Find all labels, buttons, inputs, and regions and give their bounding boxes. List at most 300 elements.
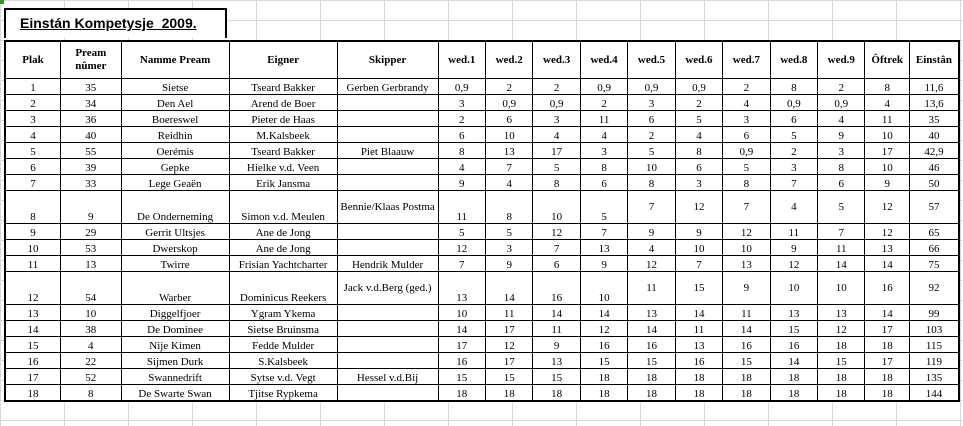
table-cell[interactable]: 11 — [533, 321, 580, 337]
table-cell[interactable]: 15 — [533, 369, 580, 385]
table-cell[interactable]: 17 — [485, 353, 532, 369]
table-cell[interactable]: 7 — [580, 224, 627, 240]
table-cell[interactable]: 135 — [909, 369, 959, 385]
table-cell[interactable]: 12 — [675, 191, 722, 224]
table-cell[interactable]: 12 — [438, 240, 485, 256]
table-cell[interactable] — [337, 353, 438, 369]
table-cell[interactable]: Bennie/Klaas Postma — [337, 191, 438, 224]
table-cell[interactable]: 11 — [628, 272, 675, 305]
table-cell[interactable]: 5 — [533, 159, 580, 175]
table-cell[interactable]: 4 — [533, 127, 580, 143]
table-cell[interactable]: 13 — [533, 353, 580, 369]
table-cell[interactable]: 4 — [723, 95, 770, 111]
table-cell[interactable]: 15 — [580, 353, 627, 369]
table-cell[interactable]: 4 — [5, 127, 61, 143]
column-header[interactable]: Eigner — [229, 41, 337, 79]
table-cell[interactable]: 7 — [485, 159, 532, 175]
table-cell[interactable]: 17 — [865, 353, 909, 369]
table-cell[interactable]: 10 — [628, 159, 675, 175]
column-header[interactable]: wed.9 — [818, 41, 865, 79]
table-cell[interactable]: 11 — [485, 305, 532, 321]
table-cell[interactable]: Sietse — [121, 79, 229, 95]
table-cell[interactable]: 12 — [485, 337, 532, 353]
column-header[interactable]: Plak — [5, 41, 61, 79]
table-cell[interactable]: 6 — [485, 111, 532, 127]
table-cell[interactable]: 3 — [628, 95, 675, 111]
table-cell[interactable]: 2 — [770, 143, 817, 159]
column-header[interactable]: wed.4 — [580, 41, 627, 79]
table-cell[interactable]: 18 — [865, 385, 909, 402]
table-cell[interactable]: 18 — [818, 385, 865, 402]
table-cell[interactable]: 14 — [818, 256, 865, 272]
table-cell[interactable]: 11 — [770, 224, 817, 240]
column-header[interactable]: wed.7 — [723, 41, 770, 79]
table-cell[interactable]: 35 — [909, 111, 959, 127]
table-cell[interactable]: 38 — [61, 321, 122, 337]
table-cell[interactable]: 10 — [865, 127, 909, 143]
table-cell[interactable]: Hielke v.d. Veen — [229, 159, 337, 175]
table-cell[interactable]: 12 — [628, 256, 675, 272]
table-cell[interactable]: 35 — [61, 79, 122, 95]
table-cell[interactable]: 7 — [723, 191, 770, 224]
table-cell[interactable]: 9 — [438, 175, 485, 191]
table-cell[interactable]: 0,9 — [533, 95, 580, 111]
table-cell[interactable]: 22 — [61, 353, 122, 369]
table-cell[interactable]: 16 — [770, 337, 817, 353]
table-cell[interactable]: 17 — [865, 143, 909, 159]
table-cell[interactable]: 12 — [533, 224, 580, 240]
table-cell[interactable]: 1 — [5, 79, 61, 95]
table-cell[interactable]: De Onderneming — [121, 191, 229, 224]
table-cell[interactable]: 12 — [865, 224, 909, 240]
column-header[interactable]: wed.1 — [438, 41, 485, 79]
table-cell[interactable]: 18 — [770, 385, 817, 402]
table-cell[interactable]: 16 — [533, 272, 580, 305]
table-cell[interactable]: 18 — [628, 385, 675, 402]
table-cell[interactable]: 18 — [818, 337, 865, 353]
table-cell[interactable]: 8 — [61, 385, 122, 402]
table-cell[interactable]: 66 — [909, 240, 959, 256]
table-cell[interactable]: 14 — [580, 305, 627, 321]
table-cell[interactable] — [337, 175, 438, 191]
column-header[interactable]: wed.8 — [770, 41, 817, 79]
column-header[interactable]: Ôftrek — [865, 41, 909, 79]
table-cell[interactable]: 7 — [5, 175, 61, 191]
column-header[interactable]: wed.2 — [485, 41, 532, 79]
table-cell[interactable]: 15 — [723, 353, 770, 369]
table-cell[interactable]: 9 — [628, 224, 675, 240]
table-cell[interactable]: 13 — [865, 240, 909, 256]
table-cell[interactable]: 8 — [770, 79, 817, 95]
table-cell[interactable]: 15 — [628, 353, 675, 369]
table-cell[interactable]: 4 — [485, 175, 532, 191]
table-cell[interactable]: 7 — [818, 224, 865, 240]
table-cell[interactable]: 18 — [580, 385, 627, 402]
table-cell[interactable]: 5 — [5, 143, 61, 159]
table-cell[interactable]: 14 — [865, 305, 909, 321]
table-cell[interactable]: 0,9 — [770, 95, 817, 111]
table-cell[interactable]: 18 — [723, 385, 770, 402]
table-cell[interactable]: 14 — [723, 321, 770, 337]
table-cell[interactable]: 17 — [438, 337, 485, 353]
table-cell[interactable]: 16 — [675, 353, 722, 369]
table-cell[interactable]: 9 — [580, 256, 627, 272]
table-cell[interactable]: Frisian Yachtcharter — [229, 256, 337, 272]
table-cell[interactable]: 13 — [675, 337, 722, 353]
table-cell[interactable]: 6 — [770, 111, 817, 127]
table-cell[interactable]: Tseard Bakker — [229, 79, 337, 95]
table-cell[interactable] — [337, 95, 438, 111]
table-cell[interactable] — [337, 321, 438, 337]
table-cell[interactable]: 2 — [485, 79, 532, 95]
table-cell[interactable]: 10 — [580, 272, 627, 305]
table-cell[interactable]: 8 — [5, 191, 61, 224]
table-cell[interactable]: Diggelfjoer — [121, 305, 229, 321]
table-cell[interactable]: 2 — [5, 95, 61, 111]
table-cell[interactable]: 9 — [485, 256, 532, 272]
table-cell[interactable] — [337, 337, 438, 353]
table-cell[interactable]: 46 — [909, 159, 959, 175]
table-cell[interactable]: 9 — [770, 240, 817, 256]
table-cell[interactable]: 18 — [438, 385, 485, 402]
table-cell[interactable]: 3 — [723, 111, 770, 127]
table-cell[interactable]: 13 — [5, 305, 61, 321]
table-cell[interactable]: 40 — [61, 127, 122, 143]
table-cell[interactable]: 14 — [438, 321, 485, 337]
table-cell[interactable]: 10 — [61, 305, 122, 321]
table-cell[interactable]: 11 — [723, 305, 770, 321]
table-cell[interactable]: Dominicus Reekers — [229, 272, 337, 305]
table-cell[interactable]: 12 — [865, 191, 909, 224]
table-cell[interactable]: 10 — [723, 240, 770, 256]
table-cell[interactable]: 11 — [675, 321, 722, 337]
table-cell[interactable]: 14 — [675, 305, 722, 321]
table-cell[interactable]: 13 — [723, 256, 770, 272]
table-cell[interactable]: 16 — [723, 337, 770, 353]
table-cell[interactable]: 15 — [485, 369, 532, 385]
table-cell[interactable]: 5 — [485, 224, 532, 240]
table-cell[interactable]: 13,6 — [909, 95, 959, 111]
table-cell[interactable]: Swannedrift — [121, 369, 229, 385]
table-cell[interactable]: 4 — [675, 127, 722, 143]
table-cell[interactable]: Sietse Bruinsma — [229, 321, 337, 337]
table-cell[interactable]: 75 — [909, 256, 959, 272]
table-cell[interactable]: 5 — [675, 111, 722, 127]
table-cell[interactable]: 4 — [628, 240, 675, 256]
table-cell[interactable]: 42,9 — [909, 143, 959, 159]
table-cell[interactable]: 18 — [580, 369, 627, 385]
table-cell[interactable]: 115 — [909, 337, 959, 353]
table-cell[interactable]: 12 — [723, 224, 770, 240]
table-cell[interactable]: 11 — [5, 256, 61, 272]
table-cell[interactable]: 7 — [628, 191, 675, 224]
table-cell[interactable]: 0,9 — [818, 95, 865, 111]
column-header[interactable]: Skipper — [337, 41, 438, 79]
table-cell[interactable]: 10 — [5, 240, 61, 256]
table-cell[interactable]: 12 — [5, 272, 61, 305]
table-cell[interactable]: 5 — [438, 224, 485, 240]
table-cell[interactable] — [337, 127, 438, 143]
table-cell[interactable]: 14 — [865, 256, 909, 272]
table-cell[interactable]: 5 — [628, 143, 675, 159]
table-cell[interactable]: 13 — [580, 240, 627, 256]
table-cell[interactable]: 9 — [723, 272, 770, 305]
table-cell[interactable]: 92 — [909, 272, 959, 305]
table-cell[interactable] — [337, 305, 438, 321]
table-cell[interactable]: 8 — [818, 159, 865, 175]
table-cell[interactable]: 11 — [580, 111, 627, 127]
table-cell[interactable]: 0,9 — [580, 79, 627, 95]
table-cell[interactable]: 18 — [723, 369, 770, 385]
table-cell[interactable]: 16 — [438, 353, 485, 369]
table-cell[interactable]: 7 — [438, 256, 485, 272]
table-cell[interactable]: 8 — [580, 159, 627, 175]
table-cell[interactable]: 40 — [909, 127, 959, 143]
table-cell[interactable]: Warber — [121, 272, 229, 305]
table-cell[interactable]: 14 — [770, 353, 817, 369]
table-cell[interactable]: 8 — [628, 175, 675, 191]
table-cell[interactable]: Twirre — [121, 256, 229, 272]
column-header[interactable]: wed.3 — [533, 41, 580, 79]
column-header[interactable]: Namme Pream — [121, 41, 229, 79]
table-cell[interactable]: 17 — [865, 321, 909, 337]
title-cell[interactable] — [4, 8, 227, 38]
table-cell[interactable]: 4 — [818, 111, 865, 127]
table-cell[interactable]: 13 — [485, 143, 532, 159]
table-cell[interactable] — [337, 159, 438, 175]
table-cell[interactable]: 2 — [580, 95, 627, 111]
table-cell[interactable]: 4 — [770, 191, 817, 224]
table-cell[interactable]: 12 — [818, 321, 865, 337]
table-cell[interactable] — [337, 385, 438, 402]
table-cell[interactable]: 8 — [723, 175, 770, 191]
table-cell[interactable]: 7 — [675, 256, 722, 272]
table-cell[interactable]: 9 — [818, 127, 865, 143]
column-header[interactable]: wed.5 — [628, 41, 675, 79]
table-cell[interactable]: M.Kalsbeek — [229, 127, 337, 143]
table-cell[interactable]: 18 — [818, 369, 865, 385]
table-cell[interactable]: 13 — [770, 305, 817, 321]
table-cell[interactable]: 6 — [675, 159, 722, 175]
table-cell[interactable]: 10 — [438, 305, 485, 321]
table-cell[interactable]: 11 — [438, 191, 485, 224]
table-cell[interactable]: 14 — [628, 321, 675, 337]
table-cell[interactable]: 4 — [580, 127, 627, 143]
table-cell[interactable]: Gerben Gerbrandy — [337, 79, 438, 95]
table-cell[interactable]: De Swarte Swan — [121, 385, 229, 402]
table-cell[interactable]: Reidhin — [121, 127, 229, 143]
table-cell[interactable]: 34 — [61, 95, 122, 111]
table-cell[interactable]: 9 — [5, 224, 61, 240]
table-cell[interactable]: Tseard Bakker — [229, 143, 337, 159]
table-cell[interactable]: 5 — [580, 191, 627, 224]
table-cell[interactable]: 16 — [5, 353, 61, 369]
table-cell[interactable]: 4 — [438, 159, 485, 175]
table-cell[interactable]: 3 — [580, 143, 627, 159]
table-cell[interactable]: 11 — [818, 240, 865, 256]
table-cell[interactable]: 4 — [865, 95, 909, 111]
table-cell[interactable]: Oerémis — [121, 143, 229, 159]
table-cell[interactable]: 54 — [61, 272, 122, 305]
table-cell[interactable]: 6 — [438, 127, 485, 143]
table-cell[interactable]: 65 — [909, 224, 959, 240]
table-cell[interactable]: 6 — [533, 256, 580, 272]
table-cell[interactable]: 144 — [909, 385, 959, 402]
table-cell[interactable]: 7 — [770, 175, 817, 191]
table-cell[interactable]: 16 — [865, 272, 909, 305]
table-cell[interactable]: 6 — [818, 175, 865, 191]
table-cell[interactable]: Lege Geaën — [121, 175, 229, 191]
table-cell[interactable]: 18 — [628, 369, 675, 385]
table-cell[interactable]: 6 — [628, 111, 675, 127]
table-cell[interactable]: 10 — [485, 127, 532, 143]
table-cell[interactable]: 15 — [675, 272, 722, 305]
table-cell[interactable]: 16 — [580, 337, 627, 353]
table-cell[interactable]: 10 — [675, 240, 722, 256]
table-cell[interactable]: 2 — [818, 79, 865, 95]
table-cell[interactable] — [337, 111, 438, 127]
table-cell[interactable]: 6 — [723, 127, 770, 143]
table-cell[interactable]: 9 — [533, 337, 580, 353]
table-cell[interactable]: 0,9 — [628, 79, 675, 95]
table-cell[interactable]: 11 — [865, 111, 909, 127]
table-cell[interactable]: Den Ael — [121, 95, 229, 111]
table-cell[interactable]: Fedde Mulder — [229, 337, 337, 353]
table-cell[interactable]: 18 — [865, 369, 909, 385]
table-cell[interactable]: 13 — [438, 272, 485, 305]
table-cell[interactable]: 0,9 — [438, 79, 485, 95]
table-cell[interactable]: 9 — [865, 175, 909, 191]
table-cell[interactable]: 18 — [675, 369, 722, 385]
table-cell[interactable]: Hessel v.d.Bij — [337, 369, 438, 385]
table-cell[interactable]: 7 — [533, 240, 580, 256]
table-cell[interactable]: 13 — [61, 256, 122, 272]
table-cell[interactable]: Simon v.d. Meulen — [229, 191, 337, 224]
table-cell[interactable]: 14 — [485, 272, 532, 305]
table-cell[interactable]: 12 — [770, 256, 817, 272]
table-cell[interactable]: 99 — [909, 305, 959, 321]
table-cell[interactable]: 8 — [438, 143, 485, 159]
table-cell[interactable]: 14 — [5, 321, 61, 337]
table-cell[interactable]: 53 — [61, 240, 122, 256]
table-cell[interactable]: 15 — [818, 353, 865, 369]
table-cell[interactable]: 119 — [909, 353, 959, 369]
column-header[interactable]: wed.6 — [675, 41, 722, 79]
table-cell[interactable]: 29 — [61, 224, 122, 240]
table-cell[interactable]: De Dominee — [121, 321, 229, 337]
table-cell[interactable]: 9 — [61, 191, 122, 224]
table-cell[interactable]: Ane de Jong — [229, 240, 337, 256]
table-cell[interactable]: Ygram Ykema — [229, 305, 337, 321]
table-cell[interactable]: 5 — [723, 159, 770, 175]
table-cell[interactable]: 18 — [770, 369, 817, 385]
table-cell[interactable]: 10 — [770, 272, 817, 305]
table-cell[interactable]: 3 — [485, 240, 532, 256]
table-cell[interactable]: 6 — [580, 175, 627, 191]
table-cell[interactable] — [337, 224, 438, 240]
table-cell[interactable]: 52 — [61, 369, 122, 385]
table-cell[interactable]: 17 — [5, 369, 61, 385]
table-cell[interactable]: Dwerskop — [121, 240, 229, 256]
table-cell[interactable]: Arend de Boer — [229, 95, 337, 111]
table-cell[interactable]: 8 — [675, 143, 722, 159]
table-cell[interactable]: Hendrik Mulder — [337, 256, 438, 272]
table-cell[interactable]: Jack v.d.Berg (ged.) — [337, 272, 438, 305]
table-cell[interactable]: 3 — [770, 159, 817, 175]
table-cell[interactable]: 8 — [865, 79, 909, 95]
table-cell[interactable]: 15 — [5, 337, 61, 353]
table-cell[interactable]: 8 — [533, 175, 580, 191]
table-cell[interactable]: Nije Kimen — [121, 337, 229, 353]
table-cell[interactable]: Tjitse Rypkema — [229, 385, 337, 402]
table-cell[interactable]: Sytse v.d. Vegt — [229, 369, 337, 385]
table-cell[interactable]: 3 — [438, 95, 485, 111]
table-cell[interactable]: 13 — [818, 305, 865, 321]
table-cell[interactable]: Boereswel — [121, 111, 229, 127]
table-cell[interactable]: 15 — [438, 369, 485, 385]
table-cell[interactable]: 18 — [675, 385, 722, 402]
table-cell[interactable]: 6 — [5, 159, 61, 175]
table-cell[interactable]: 17 — [485, 321, 532, 337]
table-cell[interactable]: Pieter de Haas — [229, 111, 337, 127]
table-cell[interactable]: 18 — [533, 385, 580, 402]
table-cell[interactable]: 33 — [61, 175, 122, 191]
table-cell[interactable]: 3 — [818, 143, 865, 159]
table-cell[interactable]: 8 — [485, 191, 532, 224]
table-cell[interactable]: 14 — [533, 305, 580, 321]
table-cell[interactable]: 57 — [909, 191, 959, 224]
table-cell[interactable]: 0,9 — [675, 79, 722, 95]
table-cell[interactable]: 2 — [438, 111, 485, 127]
table-cell[interactable]: 55 — [61, 143, 122, 159]
table-cell[interactable]: S.Kalsbeek — [229, 353, 337, 369]
table-cell[interactable]: 11,6 — [909, 79, 959, 95]
table-cell[interactable]: 2 — [675, 95, 722, 111]
table-cell[interactable]: 18 — [865, 337, 909, 353]
table-cell[interactable]: 9 — [675, 224, 722, 240]
table-cell[interactable]: 2 — [628, 127, 675, 143]
column-header[interactable]: Einstân — [909, 41, 959, 79]
table-cell[interactable]: 2 — [533, 79, 580, 95]
table-cell[interactable]: Gepke — [121, 159, 229, 175]
column-header[interactable]: Pream nûmer — [61, 41, 122, 79]
table-cell[interactable]: 50 — [909, 175, 959, 191]
table-cell[interactable]: 3 — [5, 111, 61, 127]
table-cell[interactable]: 39 — [61, 159, 122, 175]
table-cell[interactable]: 17 — [533, 143, 580, 159]
table-cell[interactable]: 15 — [770, 321, 817, 337]
table-cell[interactable]: 18 — [5, 385, 61, 402]
table-cell[interactable]: 2 — [723, 79, 770, 95]
table-cell[interactable]: 18 — [485, 385, 532, 402]
table-cell[interactable] — [337, 240, 438, 256]
table-cell[interactable]: 3 — [533, 111, 580, 127]
table-cell[interactable]: 4 — [61, 337, 122, 353]
table-cell[interactable]: Sijmen Durk — [121, 353, 229, 369]
table-cell[interactable]: 0,9 — [485, 95, 532, 111]
table-cell[interactable]: 36 — [61, 111, 122, 127]
table-cell[interactable]: Erik Jansma — [229, 175, 337, 191]
table-cell[interactable]: 10 — [533, 191, 580, 224]
table-cell[interactable]: 10 — [818, 272, 865, 305]
table-cell[interactable]: 5 — [818, 191, 865, 224]
table-cell[interactable]: 3 — [675, 175, 722, 191]
table-cell[interactable]: 0,9 — [723, 143, 770, 159]
table-cell[interactable]: 12 — [580, 321, 627, 337]
table-cell[interactable]: 103 — [909, 321, 959, 337]
table-cell[interactable]: Gerrit Ultsjes — [121, 224, 229, 240]
table-cell[interactable]: Ane de Jong — [229, 224, 337, 240]
